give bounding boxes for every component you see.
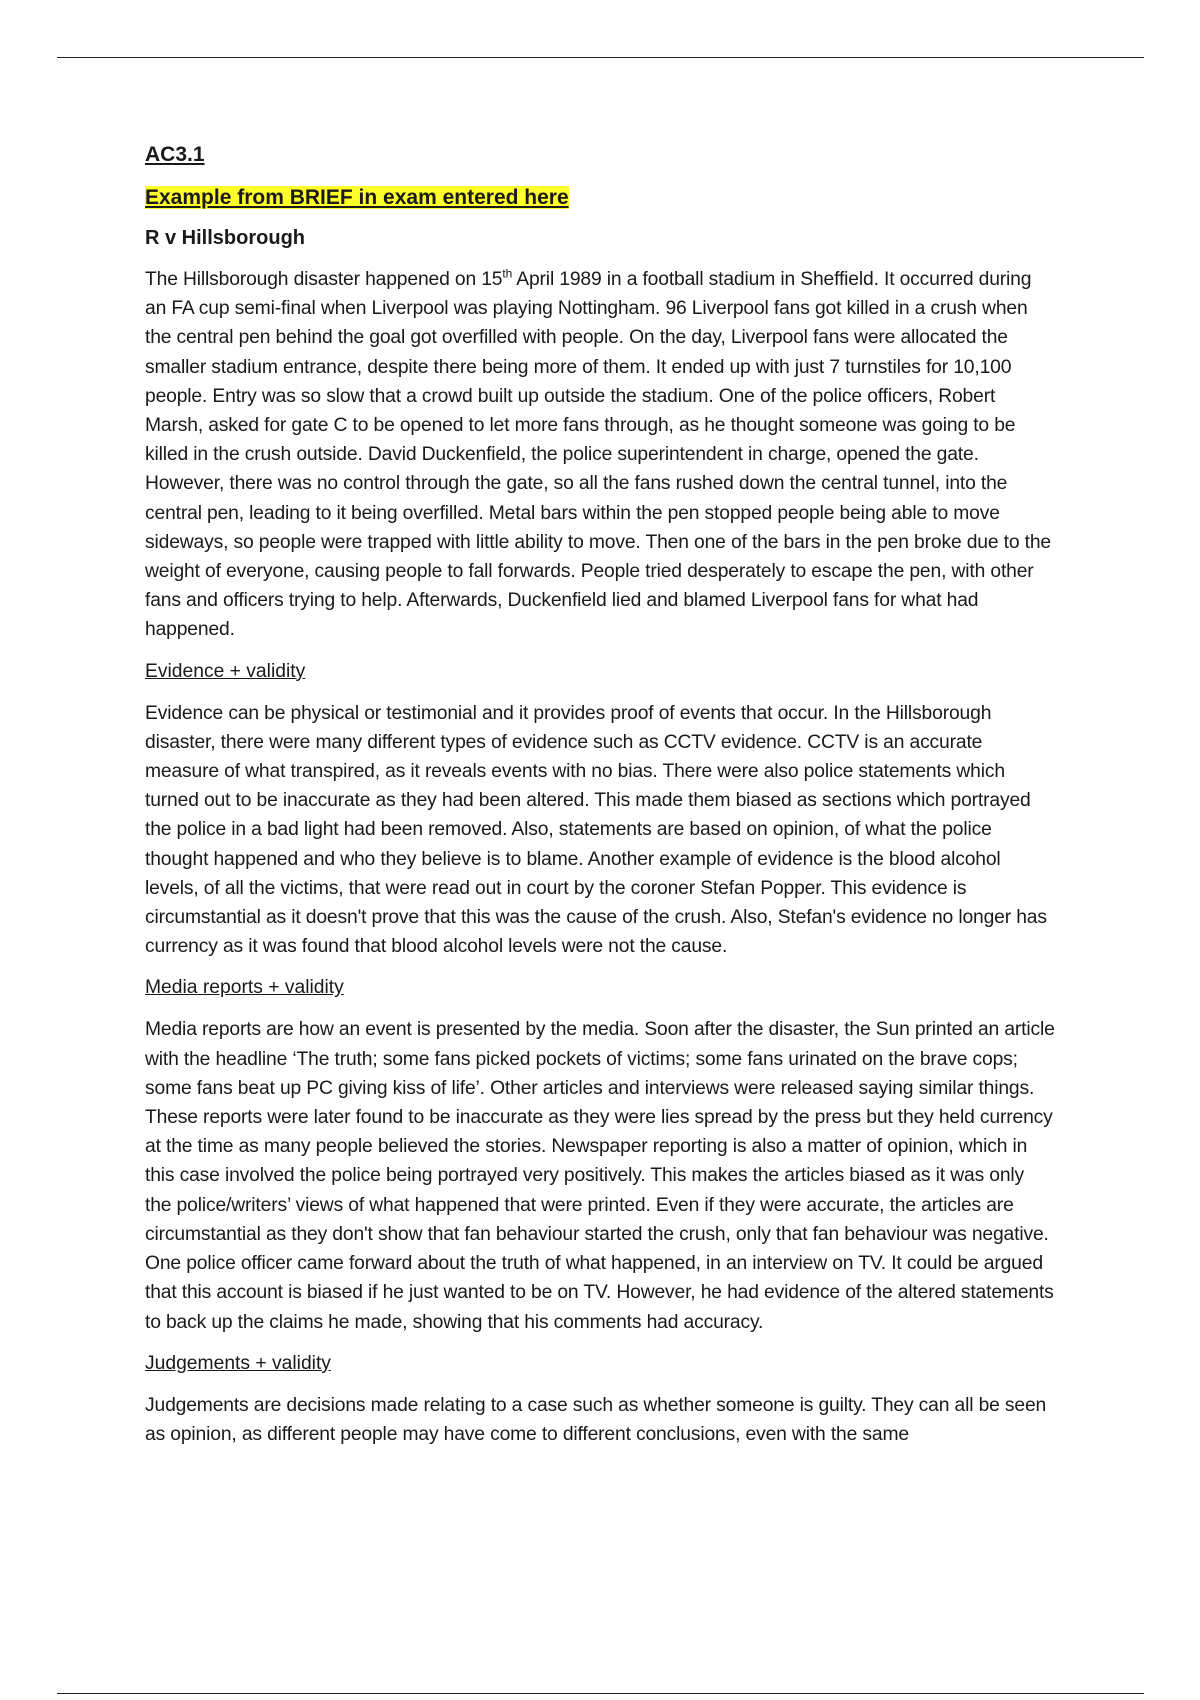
case-title: R v Hillsborough xyxy=(145,227,305,249)
bottom-page-rule xyxy=(57,1693,1144,1694)
section-heading-evidence: Evidence + validity xyxy=(145,660,306,682)
top-page-rule xyxy=(57,57,1144,58)
intro-text-rest: April 1989 in a football stadium in Sheffield. It occurred during an FA cup semi-final when Liverpool was playing Nottingham. 96 Liverpool fans got killed in a crush when the central pen behind the goal got overfilled with people. On the day, Liverpool fans were allocated the smaller stadium entrance, despite there being more of them. It ended up with just 7 turnstiles for 10,100 people. Entry was so slow that a crowd built up outside the stadium. One of the police officers, Robert Marsh, asked for gate C to be opened to let more fans through, as he thought someone was going to be killed in the crush outside. David Duckenfield, the police superintendent in charge, opened the gate. However, there was no control through the gate, so all the fans rushed down the central tunnel, into the central pen, leading to it being overfilled. Metal bars within the pen stopped people being able to move sideways, so people were trapped with little ability to move. Then one of the bars in the pen broke due to the weight of everyone, causing people to fall forwards. People tried desperately to escape the pen, with other fans and officers trying to help. Afterwards, Duckenfield lied and blamed Liverpool fans for what had happened. xyxy=(145,269,1051,641)
section-body-evidence: Evidence can be physical or testimonial and it provides proof of events that occur. In the Hillsborough disaster, there were many different types of evidence such as CCTV evidence. CCTV is an accurate measure of what transpired, as it reveals events with no bias. There were also police statements which turned out to be inaccurate as they had been altered. This made them biased as sections which portrayed the police in a bad light had been removed. Also, statements are based on opinion, of what the police thought happened and who they believe is to blame. Another example of evidence is the blood alcohol levels, of all the victims, that were read out in court by the coroner Stefan Popper. This evidence is circumstantial as it doesn't prove that this was the cause of the crush. Also, Stefan's evidence no longer has currency as it was found that blood alcohol levels were not the cause. xyxy=(145,702,1047,958)
intro-paragraph xyxy=(145,265,1055,645)
date-ordinal-suffix: th xyxy=(502,266,513,281)
section-body-judgements: Judgements are decisions made relating to a case such as whether someone is guilty. They can all be seen as opinion, as different people may have come to different conclusions, even with the same xyxy=(145,1394,1047,1445)
document-id-heading: AC3.1 xyxy=(145,143,205,166)
section-body-media-reports: Media reports are how an event is presented by the media. Soon after the disaster, the Sun printed an article with the headline ‘The truth; some fans picked pockets of victims; some fans urinated on the brave cops; some fans beat up PC giving kiss of life’. Other articles and interviews were released saying similar things. These reports were later found to be inaccurate as they were lies spread by the press but they held currency at the time as many people believed the stories. Newspaper reporting is also a matter of opinion, which in this case involved the police being portrayed very positively. This makes the articles biased as it was only the police/writers’ views of what happened that were printed. Even if they were accurate, the articles are circumstantial as they don't show that fan behaviour started the crush, only that fan behaviour was negative. One police officer came forward about the truth of what happened, in an interview on TV. It could be argued that this account is biased if he just wanted to be on TV. However, he had evidence of the altered statements to back up the claims he made, showing that his comments had accuracy. xyxy=(145,1019,1055,1333)
section-heading-media-reports: Media reports + validity xyxy=(145,977,344,999)
brief-example-highlight: Example from BRIEF in exam entered here xyxy=(145,186,569,209)
document-body xyxy=(145,142,1055,1463)
section-heading-judgements: Judgements + validity xyxy=(145,1352,331,1374)
brief-example-heading xyxy=(145,185,1055,211)
intro-text-start: The Hillsborough disaster happened on 15 xyxy=(145,269,503,290)
